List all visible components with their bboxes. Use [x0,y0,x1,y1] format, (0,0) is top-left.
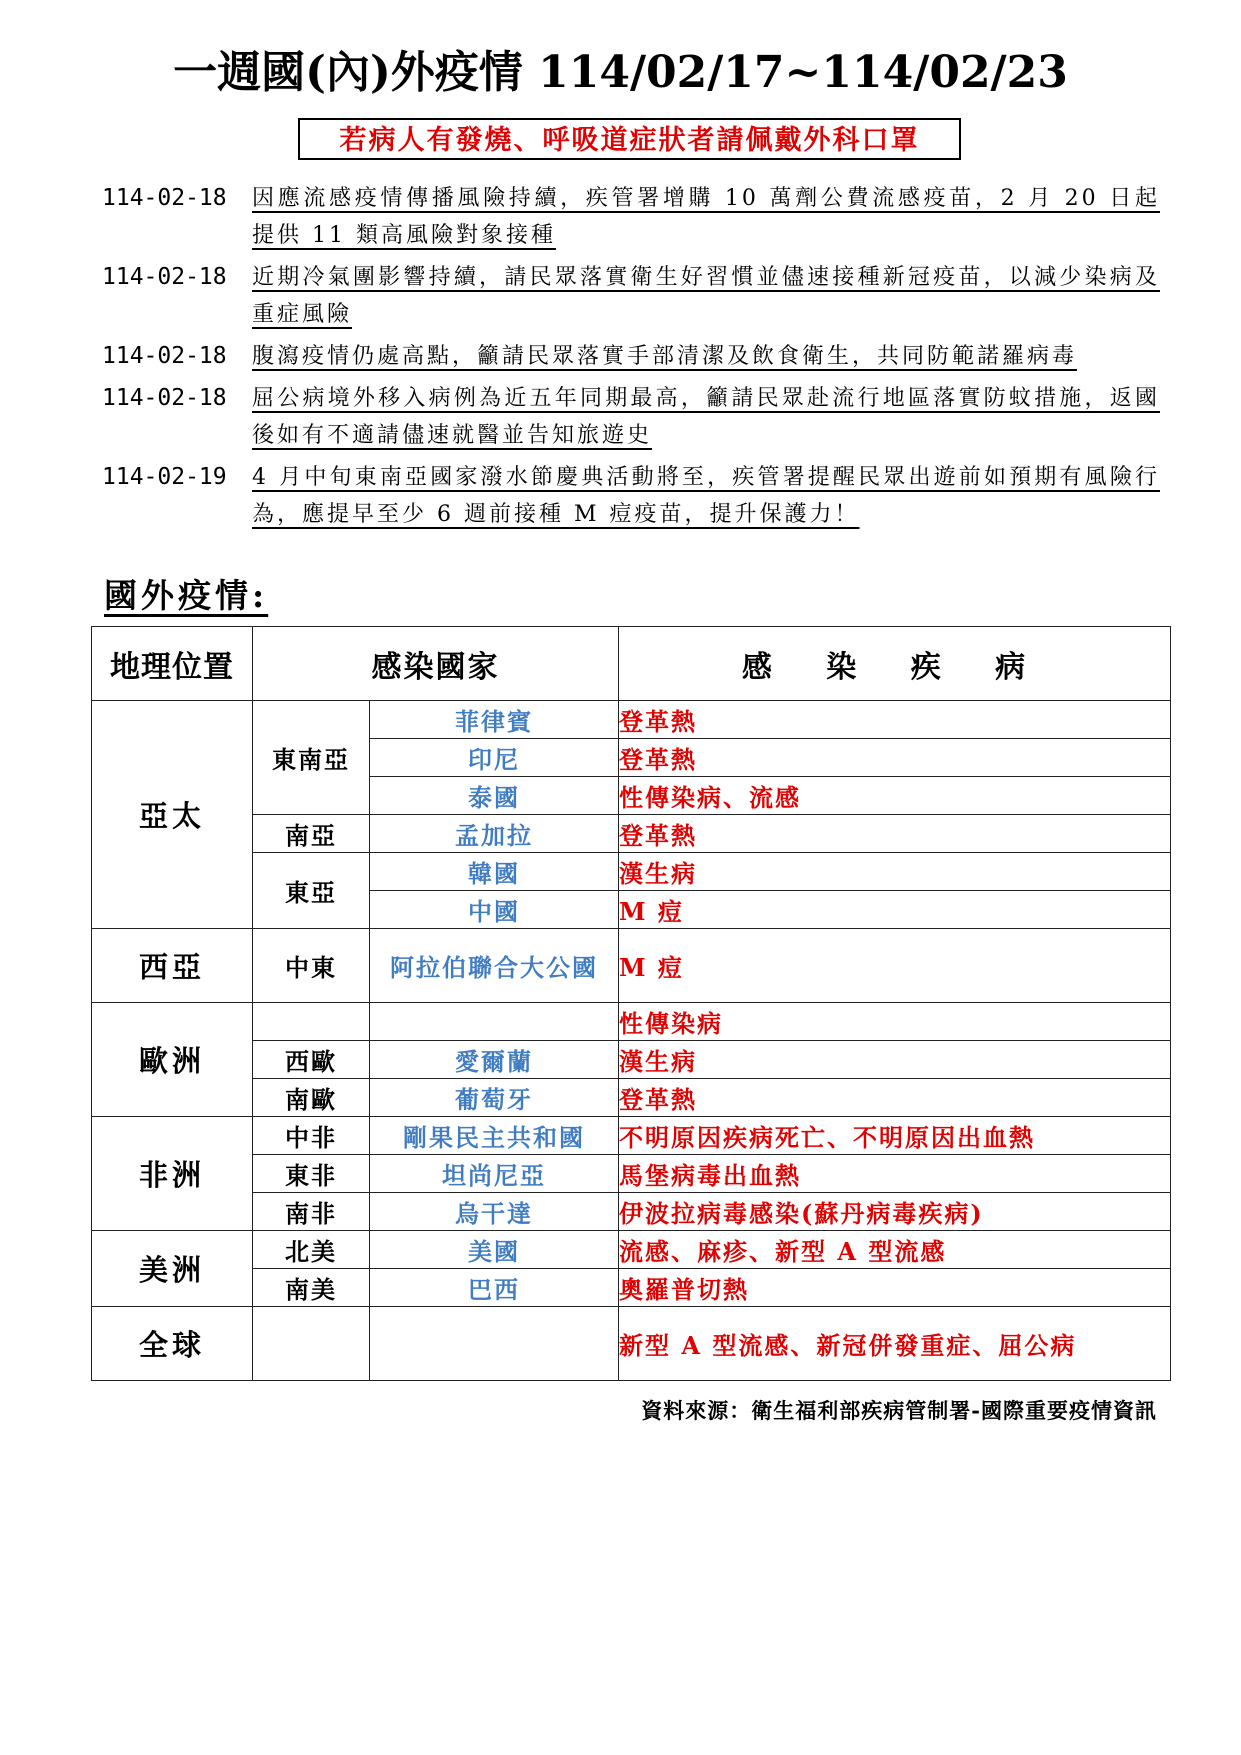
subregion-cell: 南非 [253,1193,370,1231]
news-date: 114-02-18 [102,185,227,211]
disease-cell: 流感、麻疹、新型 A 型流感 [619,1231,1171,1269]
news-item [102,180,1162,254]
country-cell: 剛果民主共和國 [370,1117,619,1155]
news-list [102,180,1162,538]
disease-cell: 新型 A 型流感、新冠併發重症、屈公病 [619,1307,1171,1381]
subregion-cell-empty [253,1307,370,1381]
news-link[interactable]: 屈公病境外移入病例為近五年同期最高，籲請民眾赴流行地區落實防蚊措施，返國後如有不適請儘速就醫並告知旅遊史 [252,386,1160,448]
source-note: 資料來源：衛生福利部疾病管制署-國際重要疫情資訊 [641,1398,1157,1423]
table-row [92,701,1171,739]
news-link[interactable]: 腹瀉疫情仍處高點，籲請民眾落實手部清潔及飲食衛生，共同防範諾羅病毒 [252,344,1078,369]
subregion-cell: 東亞 [253,853,370,929]
subregion-cell: 中非 [253,1117,370,1155]
header-disease: 感 染 疾 病 [619,627,1171,701]
table-row [92,1269,1171,1307]
notice-box: 若病人有發燒、呼吸道症狀者請佩戴外科口罩 [298,118,961,160]
news-date: 114-02-18 [102,385,227,411]
table-header-row [92,627,1171,701]
subregion-cell: 南美 [253,1269,370,1307]
page-title: 一週國(內)外疫情 114/02/17~114/02/23 [173,47,1068,98]
table-row [92,929,1171,1003]
country-cell: 愛爾蘭 [370,1041,619,1079]
table-row [92,1155,1171,1193]
subregion-cell: 南歐 [253,1079,370,1117]
table-row [92,1231,1171,1269]
country-cell: 印尼 [370,739,619,777]
disease-cell: 登革熱 [619,815,1171,853]
news-date: 114-02-18 [102,343,227,369]
news-date: 114-02-18 [102,264,227,290]
region-cell: 非洲 [92,1117,253,1231]
disease-cell: 登革熱 [619,1079,1171,1117]
news-item [102,259,1162,333]
disease-cell: 性傳染病 [619,1003,1171,1041]
country-cell: 孟加拉 [370,815,619,853]
table-row [92,1117,1171,1155]
header-country: 感染國家 [253,627,619,701]
disease-cell: 不明原因疾病死亡、不明原因出血熱 [619,1117,1171,1155]
table-row [92,815,1171,853]
disease-cell: 性傳染病、流感 [619,777,1171,815]
news-date: 114-02-19 [102,464,227,490]
table-row [92,1193,1171,1231]
country-cell: 阿拉伯聯合大公國 [370,929,619,1003]
news-item [102,380,1162,454]
country-cell [370,1307,619,1381]
region-cell: 歐洲 [92,1003,253,1117]
subregion-cell-empty [253,1003,370,1041]
header-geo: 地理位置 [92,627,253,701]
country-cell: 泰國 [370,777,619,815]
table-row [92,853,1171,891]
subregion-cell: 東南亞 [253,701,370,815]
section-heading: 國外疫情: [104,576,269,615]
disease-cell: 漢生病 [619,853,1171,891]
region-cell: 亞太 [92,701,253,929]
country-cell: 坦尚尼亞 [370,1155,619,1193]
table-row [92,1307,1171,1381]
epidemic-table [91,626,1171,1381]
subregion-cell: 中東 [253,929,370,1003]
region-cell: 美洲 [92,1231,253,1307]
table-row [92,1003,1171,1041]
news-link[interactable]: 4 月中旬東南亞國家潑水節慶典活動將至，疾管署提醒民眾出遊前如預期有風險行為，應提早至少 6 週前接種 M 痘疫苗，提升保護力！ [252,465,1160,527]
country-cell: 巴西 [370,1269,619,1307]
country-cell: 美國 [370,1231,619,1269]
subregion-cell: 北美 [253,1231,370,1269]
disease-cell: 馬堡病毒出血熱 [619,1155,1171,1193]
subregion-cell: 西歐 [253,1041,370,1079]
news-item [102,459,1162,533]
country-cell: 中國 [370,891,619,929]
subregion-cell: 東非 [253,1155,370,1193]
disease-cell: 伊波拉病毒感染(蘇丹病毒疾病) [619,1193,1171,1231]
country-cell: 韓國 [370,853,619,891]
disease-cell: 登革熱 [619,701,1171,739]
disease-cell: 登革熱 [619,739,1171,777]
disease-cell: M 痘 [619,891,1171,929]
news-item [102,338,1162,375]
disease-cell: 奧羅普切熱 [619,1269,1171,1307]
country-cell: 菲律賓 [370,701,619,739]
country-cell: 葡萄牙 [370,1079,619,1117]
region-cell: 全球 [92,1307,253,1381]
disease-cell: M 痘 [619,929,1171,1003]
subregion-cell: 南亞 [253,815,370,853]
table-row [92,1041,1171,1079]
table-row [92,1079,1171,1117]
news-link[interactable]: 因應流感疫情傳播風險持續，疾管署增購 10 萬劑公費流感疫苗，2 月 20 日起提供 11 類高風險對象接種 [252,186,1160,248]
region-cell: 西亞 [92,929,253,1003]
country-cell: 烏干達 [370,1193,619,1231]
disease-cell: 漢生病 [619,1041,1171,1079]
country-cell [370,1003,619,1041]
news-link[interactable]: 近期冷氣團影響持續，請民眾落實衛生好習慣並儘速接種新冠疫苗，以減少染病及重症風險 [252,265,1160,327]
